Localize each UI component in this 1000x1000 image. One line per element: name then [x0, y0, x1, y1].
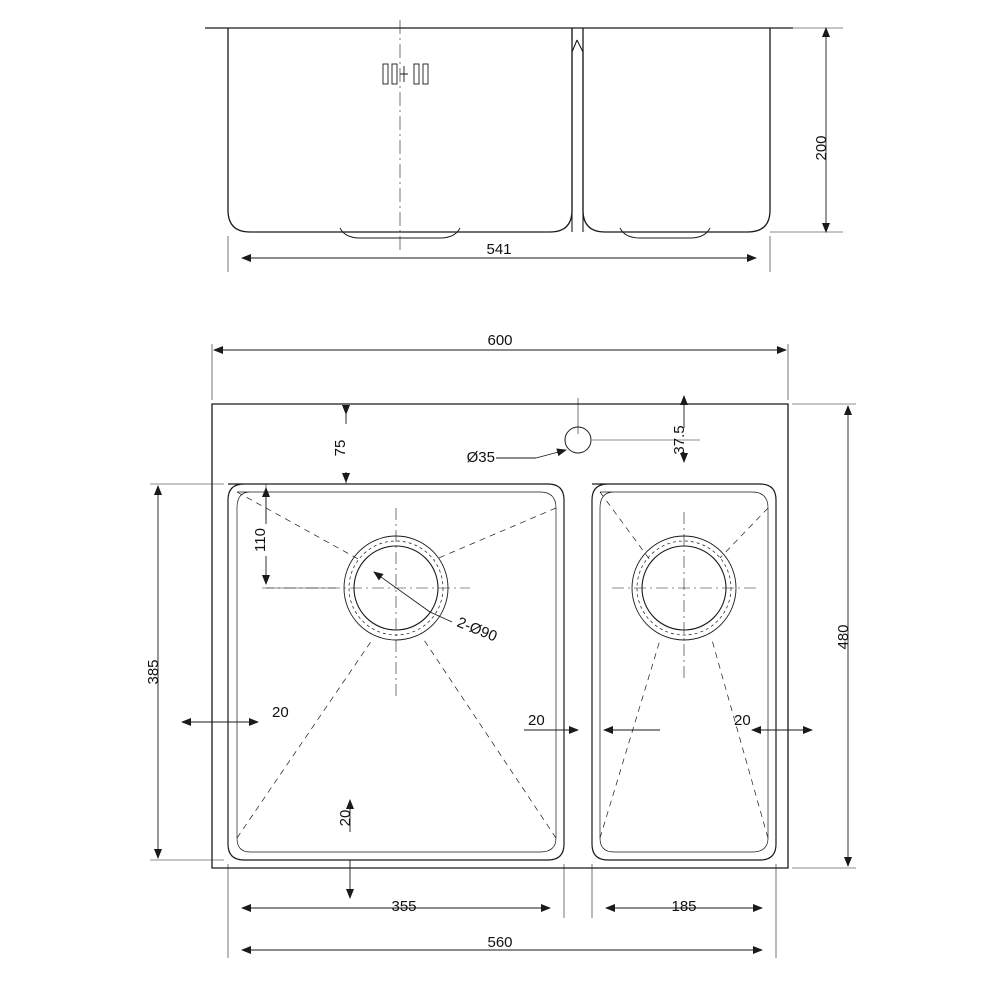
dimension-label-37-5: 37.5	[671, 425, 688, 455]
dimension-label-110: 110	[252, 528, 269, 552]
dimension-label-75: 75	[332, 439, 349, 457]
plan-view	[150, 344, 856, 958]
tap-hole-detail	[383, 64, 428, 84]
dimension-label-radius-left-20: 20	[272, 704, 289, 721]
front-elevation-view	[205, 20, 843, 272]
dimension-label-radius-bottom-20: 20	[337, 809, 354, 827]
dimension-label-355: 355	[391, 898, 417, 915]
dimension-label-radius-mid-20: 20	[528, 712, 545, 729]
dimension-label-541: 541	[486, 241, 512, 258]
dimension-label-tap-hole-diameter: Ø35	[466, 449, 495, 466]
dimension-label-200: 200	[813, 135, 830, 161]
dimension-label-drain-holes: 2-Ø90	[454, 613, 500, 646]
dimension-label-385: 385	[145, 659, 162, 685]
dimension-label-600: 600	[487, 332, 513, 349]
dimension-label-560: 560	[487, 934, 513, 951]
dimension-label-185: 185	[671, 898, 697, 915]
dimension-label-radius-right-inner-20: 20	[734, 712, 751, 729]
dimension-label-480: 480	[835, 624, 852, 650]
